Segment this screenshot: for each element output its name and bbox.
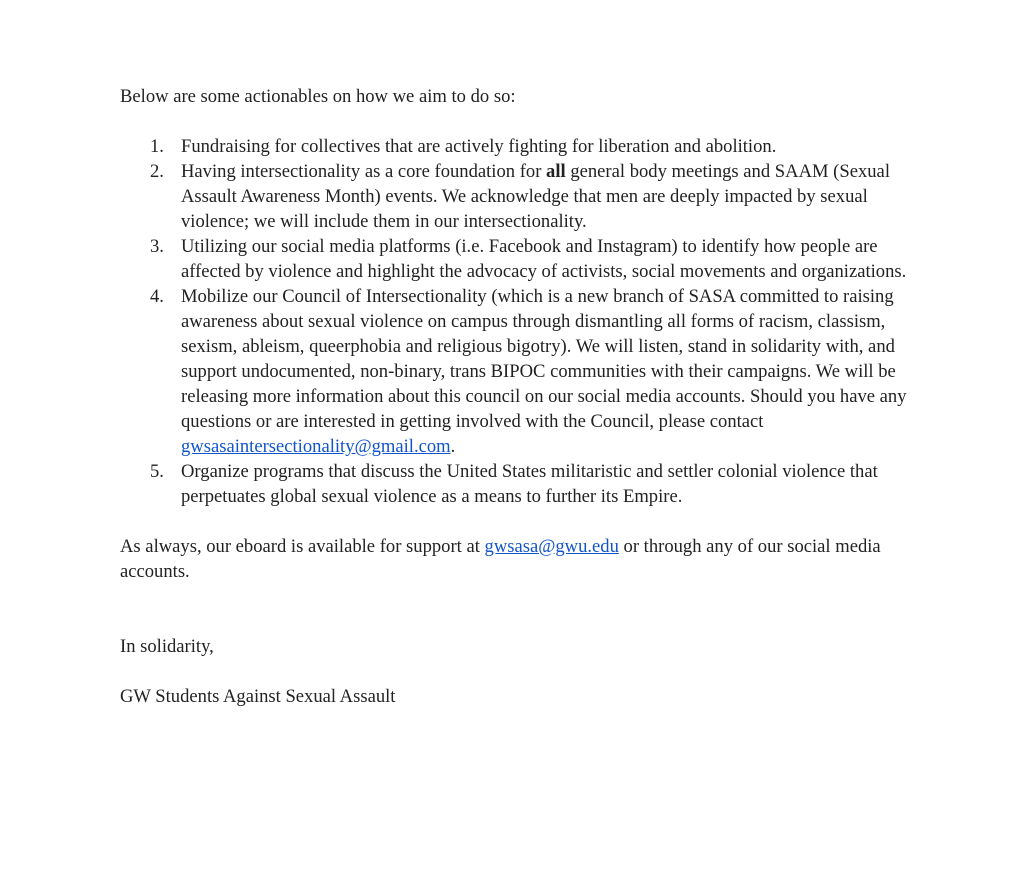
list-number: 1.	[150, 136, 164, 157]
list-number: 3.	[150, 236, 164, 257]
closing-text: or through any of our social media accounts.	[120, 536, 881, 582]
list-item-text: .	[450, 436, 456, 457]
list-number: 4.	[150, 286, 164, 307]
signature: GW Students Against Sexual Assault	[120, 686, 396, 707]
council-email-link[interactable]: gwsasaintersectionality@gmail.com	[181, 436, 451, 457]
list-number: 2.	[150, 161, 164, 182]
list-item-text: Mobilize our Council of Intersectionality (which is a new branch of SASA committed to raising awareness about sexual violence on campus through dismantling all forms of racism, classism, sexism, ableism, queerphobia and religious bigotry). We will listen, stand in solidarity with, and support undocumented, non-binary, trans BIPOC communities with their campaigns. We will be releasing more information about this council on our social media accounts. Should you have any questions or are interested in getting involved with the Council, please contact	[181, 286, 907, 432]
list-item-text: general body meetings and SAAM (Sexual Assault Awareness Month) events. We acknowledge that men are deeply impacted by sexual violence; we will include them in our intersectionality.	[181, 161, 890, 232]
list-item	[120, 284, 910, 459]
list-number: 5.	[150, 461, 164, 482]
list-item-text: Fundraising for collectives that are actively fighting for liberation and abolition.	[181, 136, 777, 157]
actionables-list	[120, 134, 910, 509]
closing-paragraph	[120, 534, 910, 584]
list-item-text: Organize programs that discuss the United States militaristic and settler colonial violence that perpetuates global sexual violence as a means to further its Empire.	[181, 461, 878, 507]
bold-emphasis: all	[546, 161, 566, 182]
list-item-text: Having intersectionality as a core foundation for	[181, 161, 547, 182]
list-item	[120, 459, 910, 509]
list-item	[120, 159, 910, 234]
list-item	[120, 134, 910, 159]
document-body	[120, 84, 910, 709]
intro-paragraph: Below are some actionables on how we aim to do so:	[120, 86, 516, 107]
signoff: In solidarity,	[120, 636, 214, 657]
list-item	[120, 234, 910, 284]
eboard-email-link[interactable]: gwsasa@gwu.edu	[484, 536, 619, 557]
list-item-text: Utilizing our social media platforms (i.e. Facebook and Instagram) to identify how people are affected by violence and highlight the advocacy of activists, social movements and organizations.	[181, 236, 907, 282]
closing-text: As always, our eboard is available for support at	[120, 536, 485, 557]
